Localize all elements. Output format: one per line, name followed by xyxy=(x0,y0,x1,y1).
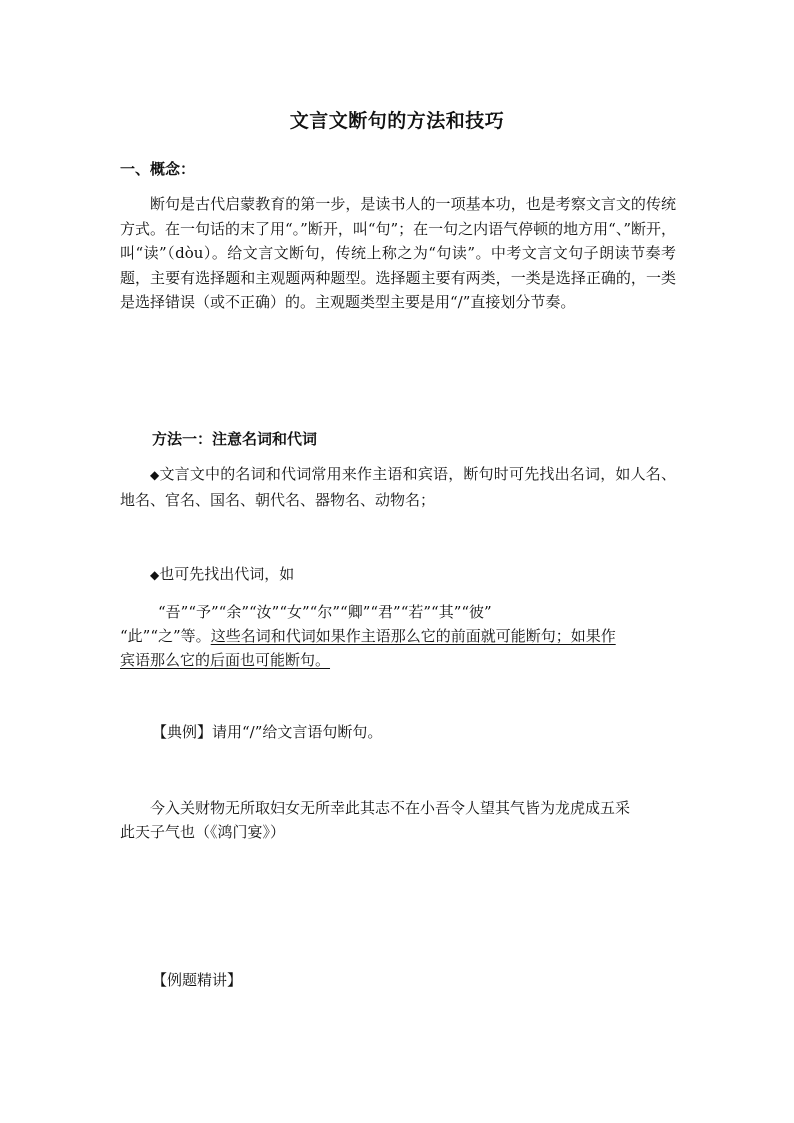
bullet-text: 也可先找出代词，如 xyxy=(159,565,295,583)
pronoun-list-plain: “此”“之”等。 xyxy=(120,627,211,645)
diamond-bullet-icon: ◆ xyxy=(150,468,160,482)
pronoun-rule-underlined: 这些名词和代词如果作主语那么它的前面就可能断句；如果作 xyxy=(210,627,616,645)
pronoun-list-line2 xyxy=(120,624,616,648)
method1-heading: 方法一：注意名词和代词 xyxy=(152,430,318,448)
pronoun-list-line1: “吾”“予”“余”“汝”“女”“尔”“卿”“君”“若”“其”“彼” xyxy=(158,603,492,621)
example-text-line1: 今入关财物无所取妇女无所幸此其志不在小吾令人望其气皆为龙虎成五采 xyxy=(150,799,631,817)
document-title: 文言文断句的方法和技巧 xyxy=(289,110,505,132)
explain-label: 【例题精讲】 xyxy=(152,971,243,989)
example-text-line2: 此天子气也（《鸿门宴》） xyxy=(120,823,286,841)
method1-bullet-pronouns xyxy=(150,562,294,587)
bullet-text: 文言文中的名词和代词常用来作主语和宾语，断句时可先找出名词，如人名、地名、官名、国名、朝代名、器物名、动物名； xyxy=(120,465,676,509)
example-label: 【典例】请用“/”给文言语句断句。 xyxy=(152,723,383,741)
section-heading-concept: 一、概念： xyxy=(120,160,196,178)
concept-paragraph: 断句是古代启蒙教育的第一步，是读书人的一项基本功，也是考察文言文的传统方式。在一句话的末了用“。”断开，叫“句”；在一句之内语气停顿的地方用“、”断开，叫“读”（dòu）。给文言文断句，传统上称之为“句读”。中考文言文句子朗读节奏考题，主要有选择题和主观题两种题型。选择题主要有两类，一类是选择正确的，一类是选择错误（或不正确）的。主观题类型主要是用“/”直接划分节奏。 xyxy=(120,195,677,312)
pronoun-rule-underlined-cont: 宾语那么它的后面也可能断句。 xyxy=(120,651,331,669)
diamond-bullet-icon: ◆ xyxy=(150,568,160,582)
method1-bullet-nouns xyxy=(120,462,676,512)
